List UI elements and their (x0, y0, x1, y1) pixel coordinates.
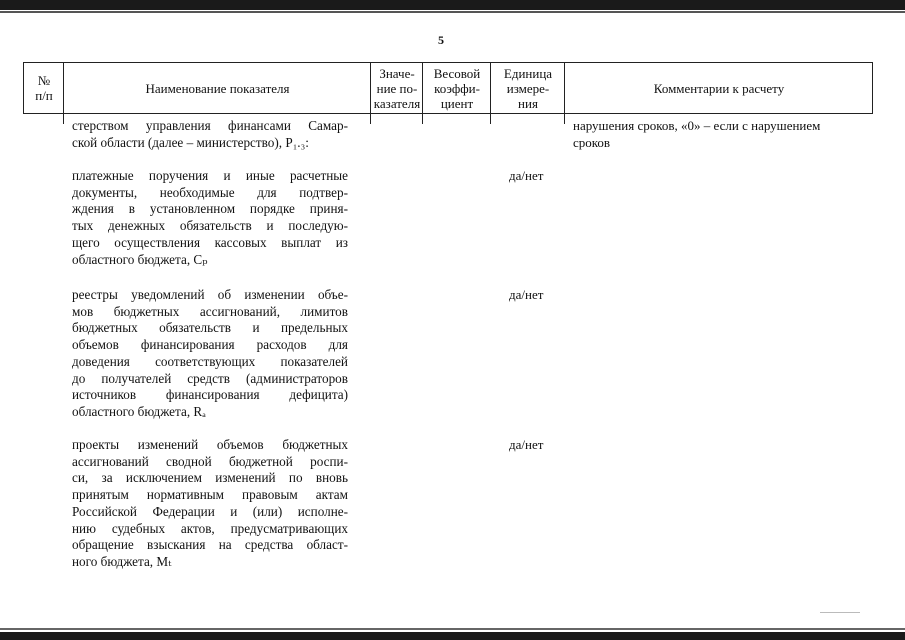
header-num: № п/п (35, 73, 53, 103)
header-comment: Комментарии к расчету (653, 80, 785, 96)
header-name: Наименование показателя (145, 80, 290, 96)
indicator-payment-orders: платежные поручения и иные расчетные документы, необходимые для подтвер- ждения в установленном порядке приня- тых денежных обязательств и последую- щего осуществления кассовых выплат из областного бюджета, Cₚ (72, 168, 348, 267)
divider (63, 62, 64, 124)
header-unit: Единица измере- ния (503, 65, 553, 111)
comment-cell: нарушения сроков, «0» – если с нарушением сроков (573, 118, 821, 150)
indicator-notice-registries: реестры уведомлений об изменении объе- мов бюджетных ассигнований, лимитов бюджетных обязательств и предельных объемов финансирования расходов для доведения соответствующих показателей до получателей средств (администраторов источников финансирования дефицита) областного бюджета, Rₐ (72, 287, 348, 419)
indicator-draft-changes: проекты изменений объемов бюджетных ассигнований сводной бюджетной роспи- си, за исключением изменений по вновь принятым нормативным правовым актам Российской Федерации и (или) исполне- нию судебных актов, предусматривающих обращение взыскания на средства област- ного бюджета, Mₜ (72, 437, 348, 569)
scan-top-edge (0, 0, 905, 10)
divider (564, 62, 565, 124)
table-header (23, 62, 873, 114)
divider (490, 62, 491, 124)
indicator-name-continued: стерством управления финансами Самар- ской области (далее – министерство), P₁.₃: (72, 118, 348, 150)
header-weight: Весовой коэффи- циент (433, 65, 481, 111)
unit-cell: да/нет (509, 168, 544, 183)
unit-cell: да/нет (509, 437, 544, 452)
header-value: Значе- ние по- казателя (373, 65, 421, 111)
page-number: 5 (438, 33, 444, 47)
divider (422, 62, 423, 124)
scan-bottom-edge (0, 632, 905, 640)
scan-mark (820, 612, 860, 613)
divider (370, 62, 371, 124)
unit-cell: да/нет (509, 287, 544, 302)
